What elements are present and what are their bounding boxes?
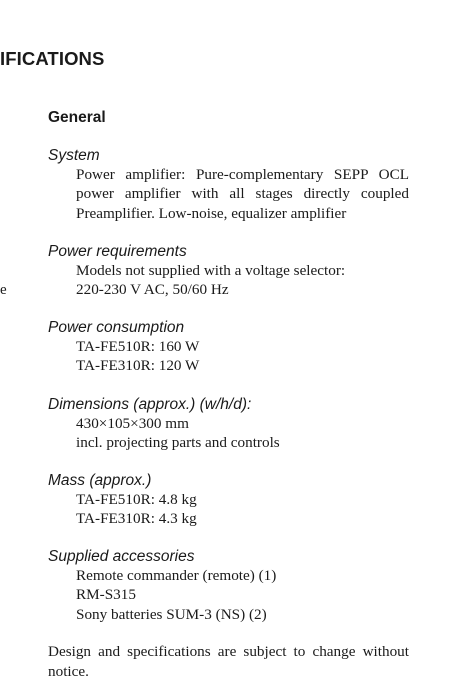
spec-line: Power amplifier: Pure-complementary SEPP OCL: [76, 166, 409, 183]
section-title-general: General: [48, 109, 106, 126]
spec-power-requirements: [48, 242, 409, 300]
spec-lines: [76, 490, 409, 529]
spec-line: Preamplifier. Low-noise, equalizer amplifier: [76, 204, 347, 222]
spec-dimensions: [48, 395, 409, 453]
spec-line: Sony batteries SUM-3 (NS) (2): [76, 605, 267, 623]
spec-heading: Dimensions (approx.) (w/h/d):: [48, 396, 252, 413]
spec-heading: System: [48, 147, 100, 164]
spec-line: TA-FE510R: 160 W: [76, 338, 200, 355]
spec-supplied-accessories: [48, 547, 409, 624]
spec-line: 220-230 V AC, 50/60 Hz: [76, 281, 229, 299]
spec-line: TA-FE310R: 4.3 kg: [76, 510, 197, 528]
spec-line: 430×105×300 mm: [76, 415, 189, 432]
change-notice: [48, 642, 409, 681]
spec-line: TA-FE310R: 120 W: [76, 357, 200, 375]
spec-system: [48, 146, 409, 223]
page-heading: IFICATIONS: [0, 48, 105, 69]
spec-lines: [76, 165, 409, 223]
spec-lines: [76, 337, 409, 376]
change-notice-line: notice.: [48, 662, 89, 680]
spec-line: RM-S315: [76, 586, 136, 604]
spec-heading: Mass (approx.): [48, 472, 152, 489]
spec-line: incl. projecting parts and controls: [76, 434, 280, 452]
spec-lines: [76, 566, 409, 624]
spec-lines: [76, 261, 409, 300]
spec-line: power amplifier with all stages directly coupled: [76, 185, 409, 203]
spec-heading: Power requirements: [48, 243, 187, 260]
change-notice-line: Design and specifications are subject to change without: [48, 643, 409, 660]
spec-heading: Supplied accessories: [48, 548, 195, 565]
spec-line: Remote commander (remote) (1): [76, 567, 277, 584]
spec-mass: [48, 471, 409, 529]
cropped-column-fragment: e: [0, 282, 7, 298]
spec-power-consumption: [48, 318, 409, 376]
spec-heading: Power consumption: [48, 319, 185, 336]
spec-line: Models not supplied with a voltage selector:: [76, 262, 346, 279]
spec-lines: [76, 414, 409, 453]
spec-line: TA-FE510R: 4.8 kg: [76, 491, 197, 508]
